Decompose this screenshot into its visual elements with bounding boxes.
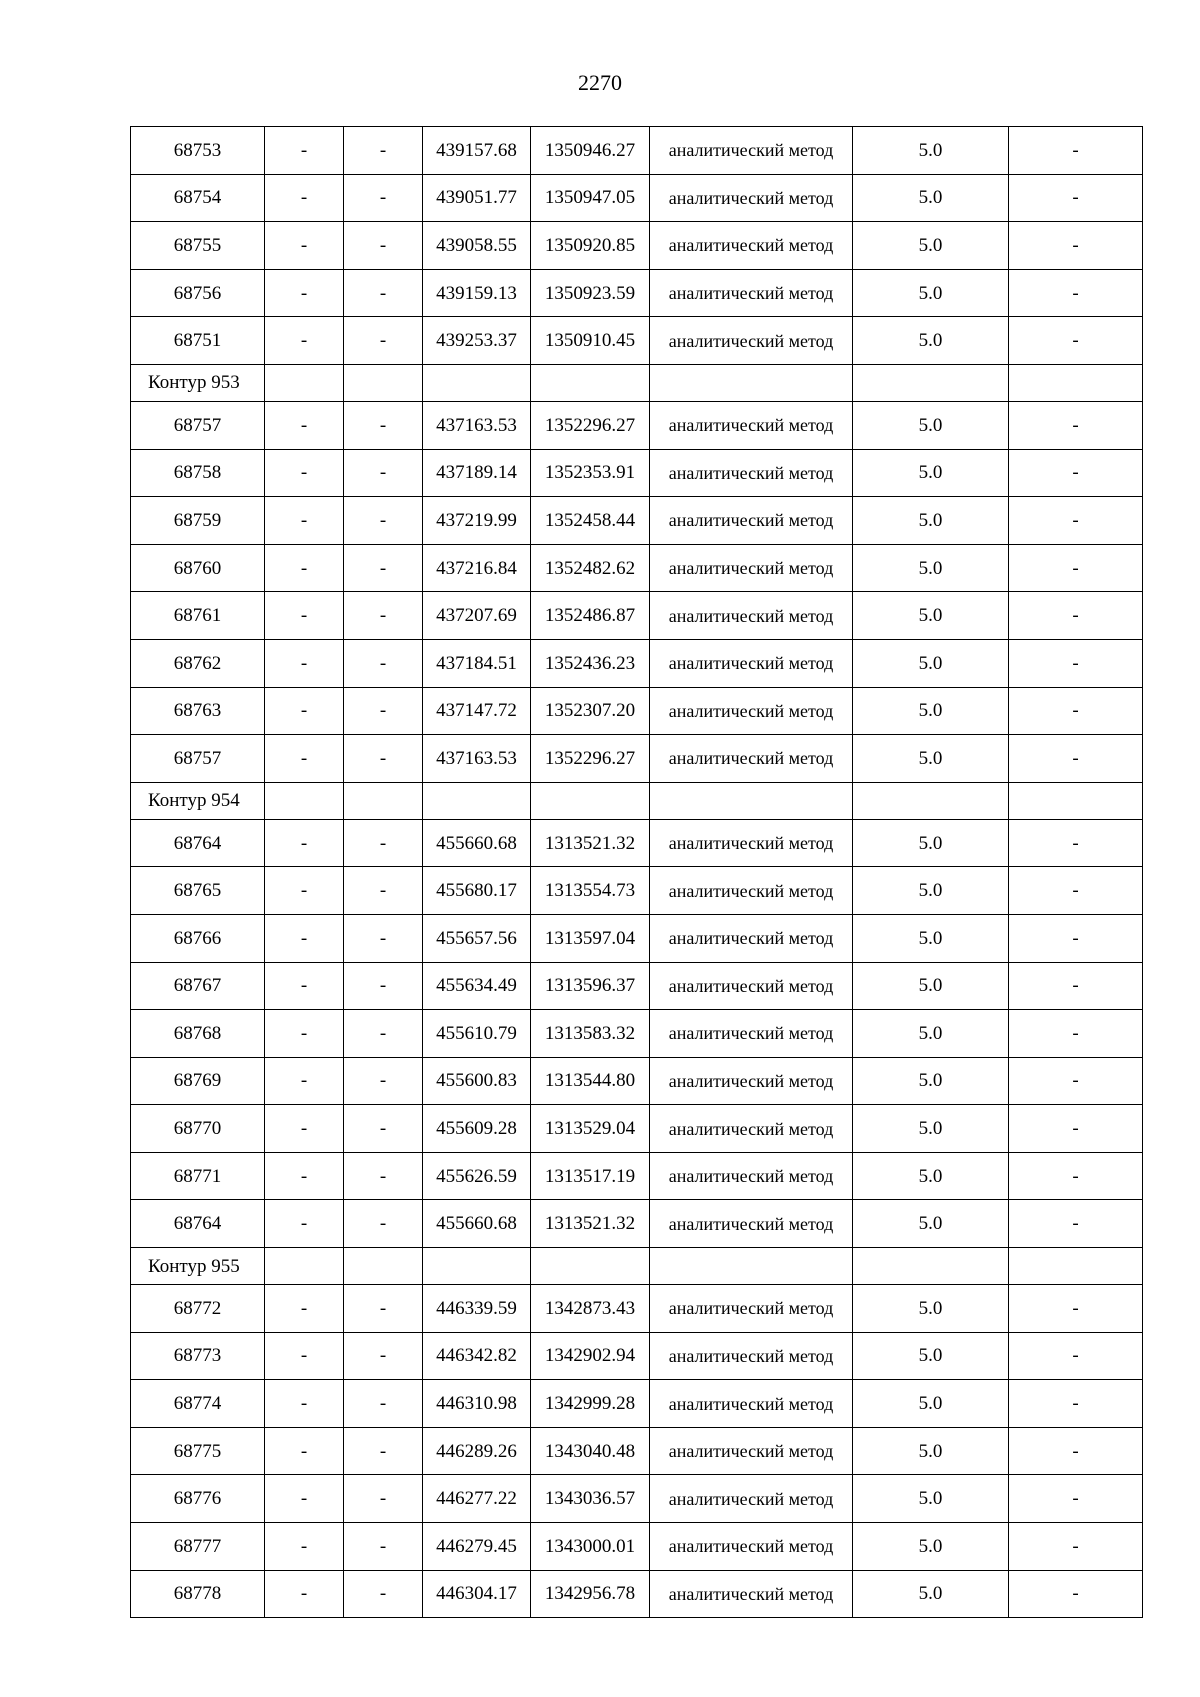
empty-cell: [650, 364, 853, 401]
accuracy-cell: 5.0: [853, 1057, 1009, 1105]
column-2-cell: -: [265, 1200, 344, 1248]
point-number-cell: 68756: [131, 269, 265, 317]
table-row: [131, 1152, 1143, 1200]
column-2-cell: -: [265, 1570, 344, 1618]
table-row: [131, 497, 1143, 545]
accuracy-cell: 5.0: [853, 174, 1009, 222]
column-3-cell: -: [344, 127, 423, 175]
y-coordinate-cell: 1313529.04: [531, 1105, 650, 1153]
x-coordinate-cell: 446342.82: [423, 1332, 531, 1380]
method-cell: аналитический метод: [650, 1332, 853, 1380]
point-number-cell: 68757: [131, 401, 265, 449]
method-cell: аналитический метод: [650, 1475, 853, 1523]
method-cell: аналитический метод: [650, 592, 853, 640]
y-coordinate-cell: 1342956.78: [531, 1570, 650, 1618]
x-coordinate-cell: 455680.17: [423, 867, 531, 915]
column-3-cell: -: [344, 1200, 423, 1248]
column-8-cell: -: [1009, 639, 1143, 687]
contour-label: Контур 954: [131, 782, 265, 819]
table-row: [131, 819, 1143, 867]
x-coordinate-cell: 446277.22: [423, 1475, 531, 1523]
empty-cell: [853, 364, 1009, 401]
column-2-cell: -: [265, 127, 344, 175]
column-8-cell: -: [1009, 1010, 1143, 1058]
y-coordinate-cell: 1352458.44: [531, 497, 650, 545]
empty-cell: [265, 782, 344, 819]
empty-cell: [650, 782, 853, 819]
point-number-cell: 68757: [131, 735, 265, 783]
accuracy-cell: 5.0: [853, 1332, 1009, 1380]
column-8-cell: -: [1009, 1285, 1143, 1333]
column-3-cell: -: [344, 735, 423, 783]
column-3-cell: -: [344, 592, 423, 640]
method-cell: аналитический метод: [650, 544, 853, 592]
x-coordinate-cell: 446279.45: [423, 1523, 531, 1571]
accuracy-cell: 5.0: [853, 639, 1009, 687]
column-2-cell: -: [265, 1057, 344, 1105]
y-coordinate-cell: 1342873.43: [531, 1285, 650, 1333]
x-coordinate-cell: 446304.17: [423, 1570, 531, 1618]
accuracy-cell: 5.0: [853, 1427, 1009, 1475]
column-3-cell: -: [344, 449, 423, 497]
column-8-cell: -: [1009, 819, 1143, 867]
column-2-cell: -: [265, 962, 344, 1010]
column-3-cell: -: [344, 1057, 423, 1105]
column-3-cell: -: [344, 222, 423, 270]
x-coordinate-cell: 439253.37: [423, 317, 531, 365]
x-coordinate-cell: 437184.51: [423, 639, 531, 687]
column-3-cell: -: [344, 1105, 423, 1153]
point-number-cell: 68765: [131, 867, 265, 915]
column-2-cell: -: [265, 222, 344, 270]
x-coordinate-cell: 439051.77: [423, 174, 531, 222]
table-row: [131, 1200, 1143, 1248]
empty-cell: [853, 1248, 1009, 1285]
accuracy-cell: 5.0: [853, 1152, 1009, 1200]
point-number-cell: 68773: [131, 1332, 265, 1380]
column-3-cell: -: [344, 1010, 423, 1058]
column-2-cell: -: [265, 687, 344, 735]
column-8-cell: -: [1009, 497, 1143, 545]
point-number-cell: 68759: [131, 497, 265, 545]
accuracy-cell: 5.0: [853, 1010, 1009, 1058]
accuracy-cell: 5.0: [853, 735, 1009, 783]
empty-cell: [423, 782, 531, 819]
table-row: [131, 1475, 1143, 1523]
column-8-cell: -: [1009, 1475, 1143, 1523]
column-3-cell: -: [344, 269, 423, 317]
y-coordinate-cell: 1352353.91: [531, 449, 650, 497]
x-coordinate-cell: 455634.49: [423, 962, 531, 1010]
column-8-cell: -: [1009, 914, 1143, 962]
column-2-cell: -: [265, 592, 344, 640]
x-coordinate-cell: 439159.13: [423, 269, 531, 317]
column-2-cell: -: [265, 1380, 344, 1428]
contour-label: Контур 953: [131, 364, 265, 401]
method-cell: аналитический метод: [650, 1200, 853, 1248]
empty-cell: [265, 1248, 344, 1285]
column-8-cell: -: [1009, 174, 1143, 222]
method-cell: аналитический метод: [650, 1152, 853, 1200]
table-row: [131, 544, 1143, 592]
point-number-cell: 68775: [131, 1427, 265, 1475]
column-2-cell: -: [265, 639, 344, 687]
table-row: [131, 639, 1143, 687]
y-coordinate-cell: 1313544.80: [531, 1057, 650, 1105]
method-cell: аналитический метод: [650, 401, 853, 449]
empty-cell: [344, 782, 423, 819]
method-cell: аналитический метод: [650, 914, 853, 962]
x-coordinate-cell: 437216.84: [423, 544, 531, 592]
empty-cell: [423, 1248, 531, 1285]
column-2-cell: -: [265, 317, 344, 365]
column-2-cell: -: [265, 1285, 344, 1333]
column-8-cell: -: [1009, 1152, 1143, 1200]
y-coordinate-cell: 1352436.23: [531, 639, 650, 687]
column-8-cell: -: [1009, 449, 1143, 497]
column-8-cell: -: [1009, 1427, 1143, 1475]
empty-cell: [265, 364, 344, 401]
column-2-cell: -: [265, 449, 344, 497]
column-2-cell: -: [265, 735, 344, 783]
accuracy-cell: 5.0: [853, 1200, 1009, 1248]
point-number-cell: 68760: [131, 544, 265, 592]
y-coordinate-cell: 1352296.27: [531, 401, 650, 449]
column-2-cell: -: [265, 1475, 344, 1523]
contour-header-row: [131, 782, 1143, 819]
y-coordinate-cell: 1342902.94: [531, 1332, 650, 1380]
column-8-cell: -: [1009, 687, 1143, 735]
table-row: [131, 962, 1143, 1010]
column-2-cell: -: [265, 914, 344, 962]
y-coordinate-cell: 1343036.57: [531, 1475, 650, 1523]
accuracy-cell: 5.0: [853, 401, 1009, 449]
y-coordinate-cell: 1313554.73: [531, 867, 650, 915]
method-cell: аналитический метод: [650, 1427, 853, 1475]
empty-cell: [650, 1248, 853, 1285]
x-coordinate-cell: 446289.26: [423, 1427, 531, 1475]
column-8-cell: -: [1009, 317, 1143, 365]
accuracy-cell: 5.0: [853, 1285, 1009, 1333]
column-2-cell: -: [265, 1010, 344, 1058]
point-number-cell: 68754: [131, 174, 265, 222]
point-number-cell: 68758: [131, 449, 265, 497]
column-3-cell: -: [344, 1152, 423, 1200]
column-3-cell: -: [344, 867, 423, 915]
method-cell: аналитический метод: [650, 1380, 853, 1428]
x-coordinate-cell: 437163.53: [423, 401, 531, 449]
column-3-cell: -: [344, 819, 423, 867]
column-2-cell: -: [265, 819, 344, 867]
column-8-cell: -: [1009, 735, 1143, 783]
accuracy-cell: 5.0: [853, 497, 1009, 545]
y-coordinate-cell: 1343000.01: [531, 1523, 650, 1571]
column-8-cell: -: [1009, 401, 1143, 449]
column-2-cell: -: [265, 1427, 344, 1475]
column-2-cell: -: [265, 1105, 344, 1153]
column-2-cell: -: [265, 1523, 344, 1571]
y-coordinate-cell: 1313583.32: [531, 1010, 650, 1058]
accuracy-cell: 5.0: [853, 592, 1009, 640]
empty-cell: [344, 364, 423, 401]
table-row: [131, 174, 1143, 222]
method-cell: аналитический метод: [650, 1105, 853, 1153]
y-coordinate-cell: 1352296.27: [531, 735, 650, 783]
column-8-cell: -: [1009, 592, 1143, 640]
table-row: [131, 1523, 1143, 1571]
column-3-cell: -: [344, 962, 423, 1010]
column-3-cell: -: [344, 1427, 423, 1475]
empty-cell: [531, 782, 650, 819]
point-number-cell: 68763: [131, 687, 265, 735]
accuracy-cell: 5.0: [853, 962, 1009, 1010]
page-number: 2270: [578, 70, 622, 95]
y-coordinate-cell: 1313597.04: [531, 914, 650, 962]
column-8-cell: -: [1009, 1523, 1143, 1571]
accuracy-cell: 5.0: [853, 544, 1009, 592]
x-coordinate-cell: 437219.99: [423, 497, 531, 545]
method-cell: аналитический метод: [650, 962, 853, 1010]
column-8-cell: -: [1009, 1380, 1143, 1428]
method-cell: аналитический метод: [650, 819, 853, 867]
point-number-cell: 68764: [131, 819, 265, 867]
column-3-cell: -: [344, 1285, 423, 1333]
column-2-cell: -: [265, 174, 344, 222]
empty-cell: [1009, 364, 1143, 401]
method-cell: аналитический метод: [650, 317, 853, 365]
accuracy-cell: 5.0: [853, 1380, 1009, 1428]
column-3-cell: -: [344, 1475, 423, 1523]
point-number-cell: 68764: [131, 1200, 265, 1248]
x-coordinate-cell: 455660.68: [423, 1200, 531, 1248]
contour-header-row: [131, 1248, 1143, 1285]
accuracy-cell: 5.0: [853, 687, 1009, 735]
table-row: [131, 317, 1143, 365]
table-body: [131, 127, 1143, 1618]
y-coordinate-cell: 1352307.20: [531, 687, 650, 735]
method-cell: аналитический метод: [650, 867, 853, 915]
accuracy-cell: 5.0: [853, 914, 1009, 962]
table-row: [131, 1057, 1143, 1105]
x-coordinate-cell: 439058.55: [423, 222, 531, 270]
column-3-cell: -: [344, 174, 423, 222]
column-8-cell: -: [1009, 962, 1143, 1010]
accuracy-cell: 5.0: [853, 1570, 1009, 1618]
method-cell: аналитический метод: [650, 687, 853, 735]
table-row: [131, 1105, 1143, 1153]
column-8-cell: -: [1009, 544, 1143, 592]
table-row: [131, 687, 1143, 735]
table-row: [131, 735, 1143, 783]
x-coordinate-cell: 455626.59: [423, 1152, 531, 1200]
column-8-cell: -: [1009, 269, 1143, 317]
point-number-cell: 68769: [131, 1057, 265, 1105]
column-8-cell: -: [1009, 867, 1143, 915]
column-8-cell: -: [1009, 1570, 1143, 1618]
table-row: [131, 1285, 1143, 1333]
table-row: [131, 867, 1143, 915]
x-coordinate-cell: 446339.59: [423, 1285, 531, 1333]
column-3-cell: -: [344, 317, 423, 365]
column-8-cell: -: [1009, 1057, 1143, 1105]
y-coordinate-cell: 1343040.48: [531, 1427, 650, 1475]
point-number-cell: 68768: [131, 1010, 265, 1058]
table-row: [131, 127, 1143, 175]
x-coordinate-cell: 455610.79: [423, 1010, 531, 1058]
column-3-cell: -: [344, 639, 423, 687]
point-number-cell: 68774: [131, 1380, 265, 1428]
column-3-cell: -: [344, 914, 423, 962]
column-2-cell: -: [265, 269, 344, 317]
point-number-cell: 68771: [131, 1152, 265, 1200]
x-coordinate-cell: 446310.98: [423, 1380, 531, 1428]
x-coordinate-cell: 455600.83: [423, 1057, 531, 1105]
contour-header-row: [131, 364, 1143, 401]
y-coordinate-cell: 1350946.27: [531, 127, 650, 175]
column-3-cell: -: [344, 1332, 423, 1380]
column-8-cell: -: [1009, 222, 1143, 270]
coordinates-table: [130, 126, 1143, 1618]
column-3-cell: -: [344, 401, 423, 449]
accuracy-cell: 5.0: [853, 127, 1009, 175]
method-cell: аналитический метод: [650, 1523, 853, 1571]
empty-cell: [531, 364, 650, 401]
method-cell: аналитический метод: [650, 127, 853, 175]
table-row: [131, 449, 1143, 497]
point-number-cell: 68753: [131, 127, 265, 175]
point-number-cell: 68755: [131, 222, 265, 270]
empty-cell: [1009, 782, 1143, 819]
y-coordinate-cell: 1313517.19: [531, 1152, 650, 1200]
table-row: [131, 1570, 1143, 1618]
accuracy-cell: 5.0: [853, 819, 1009, 867]
column-2-cell: -: [265, 1332, 344, 1380]
column-8-cell: -: [1009, 127, 1143, 175]
table-row: [131, 401, 1143, 449]
column-8-cell: -: [1009, 1332, 1143, 1380]
method-cell: аналитический метод: [650, 174, 853, 222]
y-coordinate-cell: 1352482.62: [531, 544, 650, 592]
x-coordinate-cell: 455609.28: [423, 1105, 531, 1153]
table-row: [131, 269, 1143, 317]
method-cell: аналитический метод: [650, 639, 853, 687]
method-cell: аналитический метод: [650, 1285, 853, 1333]
method-cell: аналитический метод: [650, 269, 853, 317]
point-number-cell: 68767: [131, 962, 265, 1010]
point-number-cell: 68776: [131, 1475, 265, 1523]
empty-cell: [853, 782, 1009, 819]
column-3-cell: -: [344, 1380, 423, 1428]
x-coordinate-cell: 437189.14: [423, 449, 531, 497]
column-3-cell: -: [344, 1523, 423, 1571]
method-cell: аналитический метод: [650, 1057, 853, 1105]
table-row: [131, 1332, 1143, 1380]
point-number-cell: 68770: [131, 1105, 265, 1153]
column-3-cell: -: [344, 544, 423, 592]
y-coordinate-cell: 1313596.37: [531, 962, 650, 1010]
table-row: [131, 1010, 1143, 1058]
column-8-cell: -: [1009, 1200, 1143, 1248]
column-2-cell: -: [265, 544, 344, 592]
table-row: [131, 1380, 1143, 1428]
table-row: [131, 222, 1143, 270]
point-number-cell: 68761: [131, 592, 265, 640]
y-coordinate-cell: 1350947.05: [531, 174, 650, 222]
method-cell: аналитический метод: [650, 1010, 853, 1058]
y-coordinate-cell: 1352486.87: [531, 592, 650, 640]
column-2-cell: -: [265, 1152, 344, 1200]
table-row: [131, 1427, 1143, 1475]
x-coordinate-cell: 455657.56: [423, 914, 531, 962]
column-3-cell: -: [344, 497, 423, 545]
accuracy-cell: 5.0: [853, 1105, 1009, 1153]
method-cell: аналитический метод: [650, 222, 853, 270]
empty-cell: [1009, 1248, 1143, 1285]
empty-cell: [423, 364, 531, 401]
y-coordinate-cell: 1342999.28: [531, 1380, 650, 1428]
method-cell: аналитический метод: [650, 497, 853, 545]
column-3-cell: -: [344, 687, 423, 735]
empty-cell: [344, 1248, 423, 1285]
point-number-cell: 68762: [131, 639, 265, 687]
table-row: [131, 592, 1143, 640]
point-number-cell: 68777: [131, 1523, 265, 1571]
column-2-cell: -: [265, 867, 344, 915]
y-coordinate-cell: 1350910.45: [531, 317, 650, 365]
accuracy-cell: 5.0: [853, 867, 1009, 915]
x-coordinate-cell: 437163.53: [423, 735, 531, 783]
y-coordinate-cell: 1313521.32: [531, 1200, 650, 1248]
table-row: [131, 914, 1143, 962]
contour-label: Контур 955: [131, 1248, 265, 1285]
column-8-cell: -: [1009, 1105, 1143, 1153]
y-coordinate-cell: 1350920.85: [531, 222, 650, 270]
accuracy-cell: 5.0: [853, 269, 1009, 317]
accuracy-cell: 5.0: [853, 1475, 1009, 1523]
method-cell: аналитический метод: [650, 449, 853, 497]
column-2-cell: -: [265, 401, 344, 449]
y-coordinate-cell: 1350923.59: [531, 269, 650, 317]
y-coordinate-cell: 1313521.32: [531, 819, 650, 867]
method-cell: аналитический метод: [650, 735, 853, 783]
method-cell: аналитический метод: [650, 1570, 853, 1618]
empty-cell: [531, 1248, 650, 1285]
accuracy-cell: 5.0: [853, 317, 1009, 365]
x-coordinate-cell: 439157.68: [423, 127, 531, 175]
point-number-cell: 68751: [131, 317, 265, 365]
x-coordinate-cell: 455660.68: [423, 819, 531, 867]
x-coordinate-cell: 437147.72: [423, 687, 531, 735]
point-number-cell: 68778: [131, 1570, 265, 1618]
accuracy-cell: 5.0: [853, 449, 1009, 497]
column-3-cell: -: [344, 1570, 423, 1618]
point-number-cell: 68772: [131, 1285, 265, 1333]
x-coordinate-cell: 437207.69: [423, 592, 531, 640]
column-2-cell: -: [265, 497, 344, 545]
accuracy-cell: 5.0: [853, 222, 1009, 270]
accuracy-cell: 5.0: [853, 1523, 1009, 1571]
point-number-cell: 68766: [131, 914, 265, 962]
